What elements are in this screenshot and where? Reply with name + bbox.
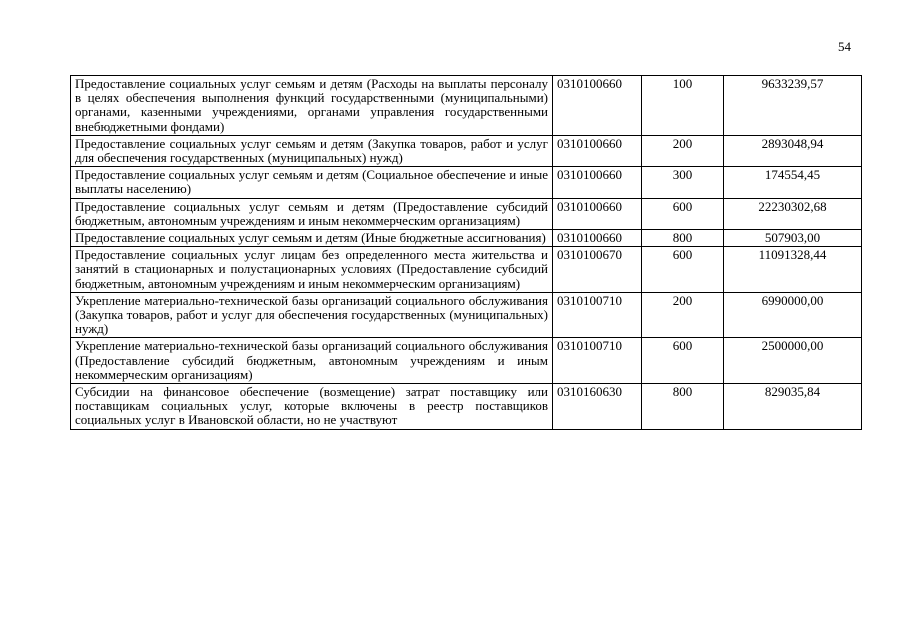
row-code: 0310100710 <box>553 292 642 338</box>
table-row <box>71 384 862 430</box>
table-row <box>71 338 862 384</box>
row-code: 0310100660 <box>553 167 642 198</box>
row-expense-type: 600 <box>642 247 724 293</box>
row-expense-type: 800 <box>642 384 724 430</box>
table-row <box>71 247 862 293</box>
row-amount: 22230302,68 <box>724 198 862 229</box>
table-row <box>71 230 862 247</box>
row-amount: 829035,84 <box>724 384 862 430</box>
row-description: Предоставление социальных услуг семьям и детям (Иные бюджетные ассигнования) <box>71 230 553 247</box>
row-description: Укрепление материально-технической базы организаций социального обслуживания (Закупка товаров, работ и услуг для обеспечения государственных (муниципальных) нужд) <box>71 292 553 338</box>
row-code: 0310100660 <box>553 230 642 247</box>
row-description: Предоставление социальных услуг лицам без определенного места жительства и занятий в стационарных и полустационарных условиях (Предоставление субсидий бюджетным, автономным учреждениям и иным некоммерческим организациям) <box>71 247 553 293</box>
row-description: Предоставление социальных услуг семьям и детям (Закупка товаров, работ и услуг для обеспечения государственных (муниципальных) нужд) <box>71 135 553 166</box>
row-amount: 174554,45 <box>724 167 862 198</box>
row-code: 0310100660 <box>553 198 642 229</box>
row-expense-type: 600 <box>642 338 724 384</box>
row-code: 0310160630 <box>553 384 642 430</box>
row-code: 0310100660 <box>553 135 642 166</box>
row-amount: 11091328,44 <box>724 247 862 293</box>
row-amount: 2893048,94 <box>724 135 862 166</box>
row-code: 0310100660 <box>553 76 642 136</box>
row-expense-type: 300 <box>642 167 724 198</box>
table-row <box>71 292 862 338</box>
row-amount: 507903,00 <box>724 230 862 247</box>
table-row <box>71 135 862 166</box>
row-code: 0310100670 <box>553 247 642 293</box>
row-amount: 2500000,00 <box>724 338 862 384</box>
row-code: 0310100710 <box>553 338 642 384</box>
budget-table <box>70 75 862 430</box>
page-number: 54 <box>838 39 851 54</box>
table-row <box>71 76 862 136</box>
row-expense-type: 800 <box>642 230 724 247</box>
row-description: Предоставление социальных услуг семьям и детям (Предоставление субсидий бюджетным, автономным учреждениям и иным некоммерческим организациям) <box>71 198 553 229</box>
row-description: Предоставление социальных услуг семьям и детям (Расходы на выплаты персоналу в целях обеспечения выполнения функций государственными (муниципальными) органами, казенными учреждениями, органами управления государственными внебюджетными фондами) <box>71 76 553 136</box>
row-expense-type: 200 <box>642 292 724 338</box>
row-expense-type: 200 <box>642 135 724 166</box>
row-description: Укрепление материально-технической базы организаций социального обслуживания (Предоставление субсидий бюджетным, автономным учреждениям и иным некоммерческим организациям) <box>71 338 553 384</box>
table-row <box>71 198 862 229</box>
row-description: Предоставление социальных услуг семьям и детям (Социальное обеспечение и иные выплаты населению) <box>71 167 553 198</box>
row-amount: 6990000,00 <box>724 292 862 338</box>
table-row <box>71 167 862 198</box>
row-description: Субсидии на финансовое обеспечение (возмещение) затрат поставщику или поставщикам социальных услуг, которые включены в реестр поставщиков социальных услуг в Ивановской области, но не участвуют <box>71 384 553 430</box>
row-expense-type: 600 <box>642 198 724 229</box>
row-expense-type: 100 <box>642 76 724 136</box>
row-amount: 9633239,57 <box>724 76 862 136</box>
budget-table-body <box>71 76 862 430</box>
